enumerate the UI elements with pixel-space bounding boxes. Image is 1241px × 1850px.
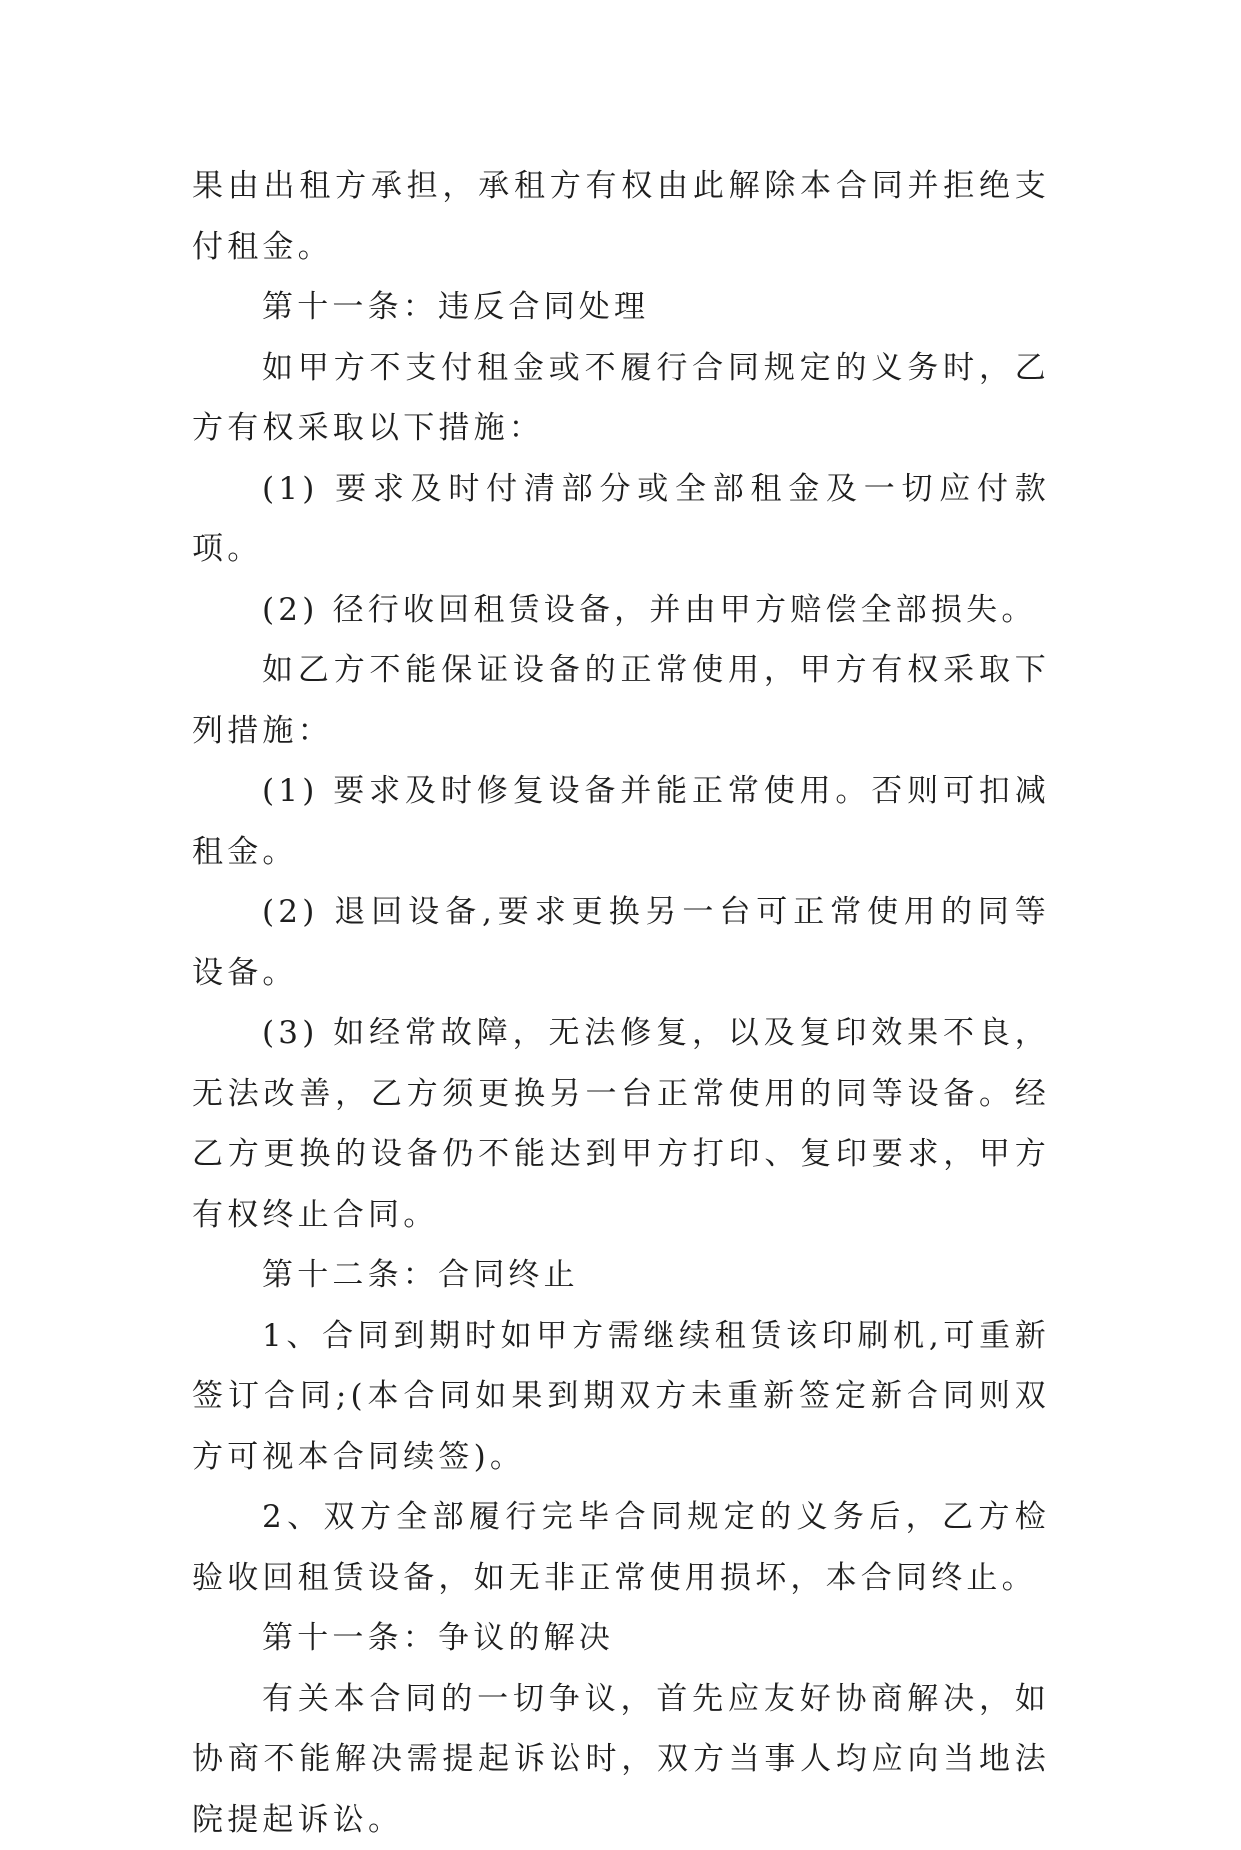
heading-dispute-resolution: 第十一条：争议的解决: [192, 1608, 1050, 1669]
document-body: [192, 156, 1050, 1850]
list-item-b2: (2) 退回设备,要求更换另一台可正常使用的同等设备。: [192, 882, 1050, 1003]
list-item-b3: (3) 如经常故障，无法修复，以及复印效果不良，无法改善，乙方须更换另一台正常使用的同等设备。经乙方更换的设备仍不能达到甲方打印、复印要求，甲方有权终止合同。: [192, 1003, 1050, 1245]
paragraph-party-b-breach: 如乙方不能保证设备的正常使用，甲方有权采取下列措施：: [192, 640, 1050, 761]
paragraph-dispute-resolution: 有关本合同的一切争议，首先应友好协商解决，如协商不能解决需提起诉讼时，双方当事人均应向当地法院提起诉讼。: [192, 1669, 1050, 1850]
heading-article-11-breach: 第十一条：违反合同处理: [192, 277, 1050, 338]
list-item-a2: (2) 径行收回租赁设备，并由甲方赔偿全部损失。: [192, 580, 1050, 641]
termination-clause-2: 2、双方全部履行完毕合同规定的义务后，乙方检验收回租赁设备，如无非正常使用损坏，本合同终止。: [192, 1487, 1050, 1608]
heading-article-12-termination: 第十二条：合同终止: [192, 1245, 1050, 1306]
termination-clause-1: 1、合同到期时如甲方需继续租赁该印刷机,可重新签订合同;(本合同如果到期双方未重新签定新合同则双方可视本合同续签)。: [192, 1306, 1050, 1488]
paragraph-continuation: 果由出租方承担，承租方有权由此解除本合同并拒绝支付租金。: [192, 156, 1050, 277]
list-item-a1: (1) 要求及时付清部分或全部租金及一切应付款项。: [192, 459, 1050, 580]
list-item-b1: (1) 要求及时修复设备并能正常使用。否则可扣减租金。: [192, 761, 1050, 882]
paragraph-party-a-breach: 如甲方不支付租金或不履行合同规定的义务时，乙方有权采取以下措施：: [192, 338, 1050, 459]
